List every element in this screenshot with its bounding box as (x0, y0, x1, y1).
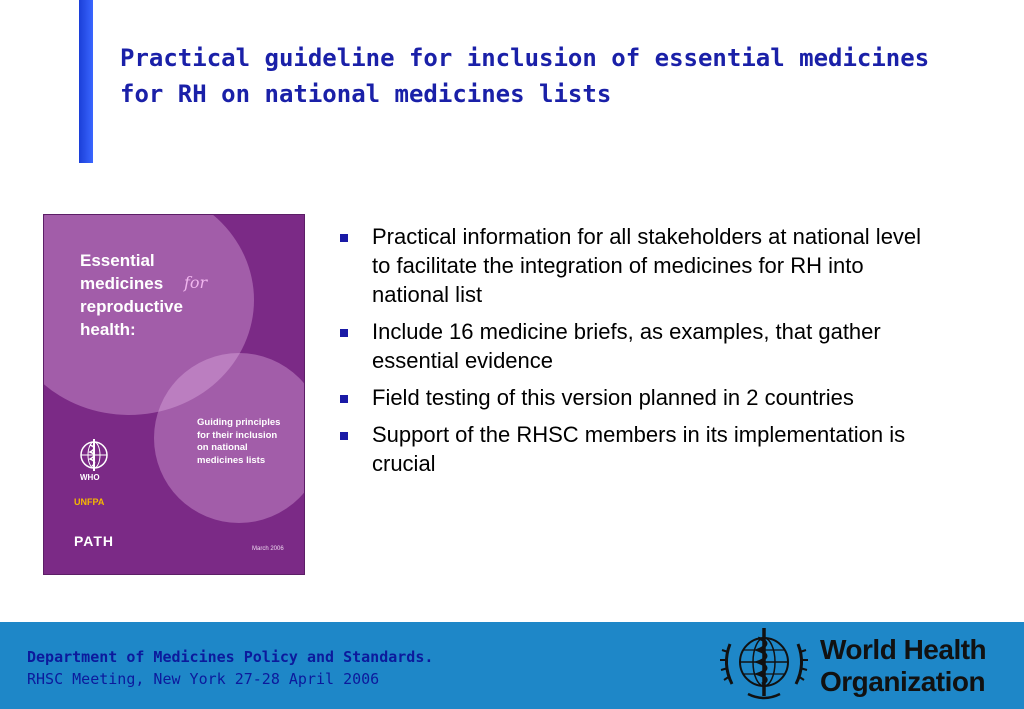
square-bullet-icon (340, 329, 348, 337)
path-logo: PATH (74, 533, 115, 549)
bullet-item (340, 222, 940, 309)
bullet-text: Include 16 medicine briefs, as examples, that gather essential evidence (372, 319, 881, 373)
cover-date: March 2006 (252, 546, 284, 552)
unfpa-logo: UNFPA (74, 497, 105, 507)
who-organization-name: World Health Organization (820, 634, 987, 697)
bullet-list (340, 222, 940, 486)
cover-title: Essential medicines reproductive health: (80, 251, 183, 339)
report-cover-image (43, 214, 305, 575)
square-bullet-icon (340, 432, 348, 440)
who-emblem-icon (718, 624, 810, 706)
cover-who-label: WHO (80, 473, 100, 482)
accent-bar (79, 0, 93, 163)
bullet-item (340, 420, 940, 478)
footer-meeting: RHSC Meeting, New York 27-28 April 2006 (27, 670, 380, 688)
footer-band (0, 622, 1024, 709)
slide-title: Practical guideline for inclusion of essential medicines for RH on national medicines lists (120, 44, 930, 108)
bullet-text: Practical information for all stakeholders at national level to facilitate the integration of medicines for RH into national list (372, 224, 922, 307)
bullet-item (340, 383, 940, 412)
square-bullet-icon (340, 234, 348, 242)
bullet-text: Field testing of this version planned in 2 countries (372, 385, 854, 410)
square-bullet-icon (340, 395, 348, 403)
bullet-item (340, 317, 940, 375)
cover-title-for: for (184, 273, 208, 292)
bullet-text: Support of the RHSC members in its implementation is crucial (372, 422, 906, 476)
cover-subtitle: Guiding principles for their inclusion on national medicines lists (197, 417, 281, 466)
footer-department: Department of Medicines Policy and Standards. (27, 648, 434, 666)
